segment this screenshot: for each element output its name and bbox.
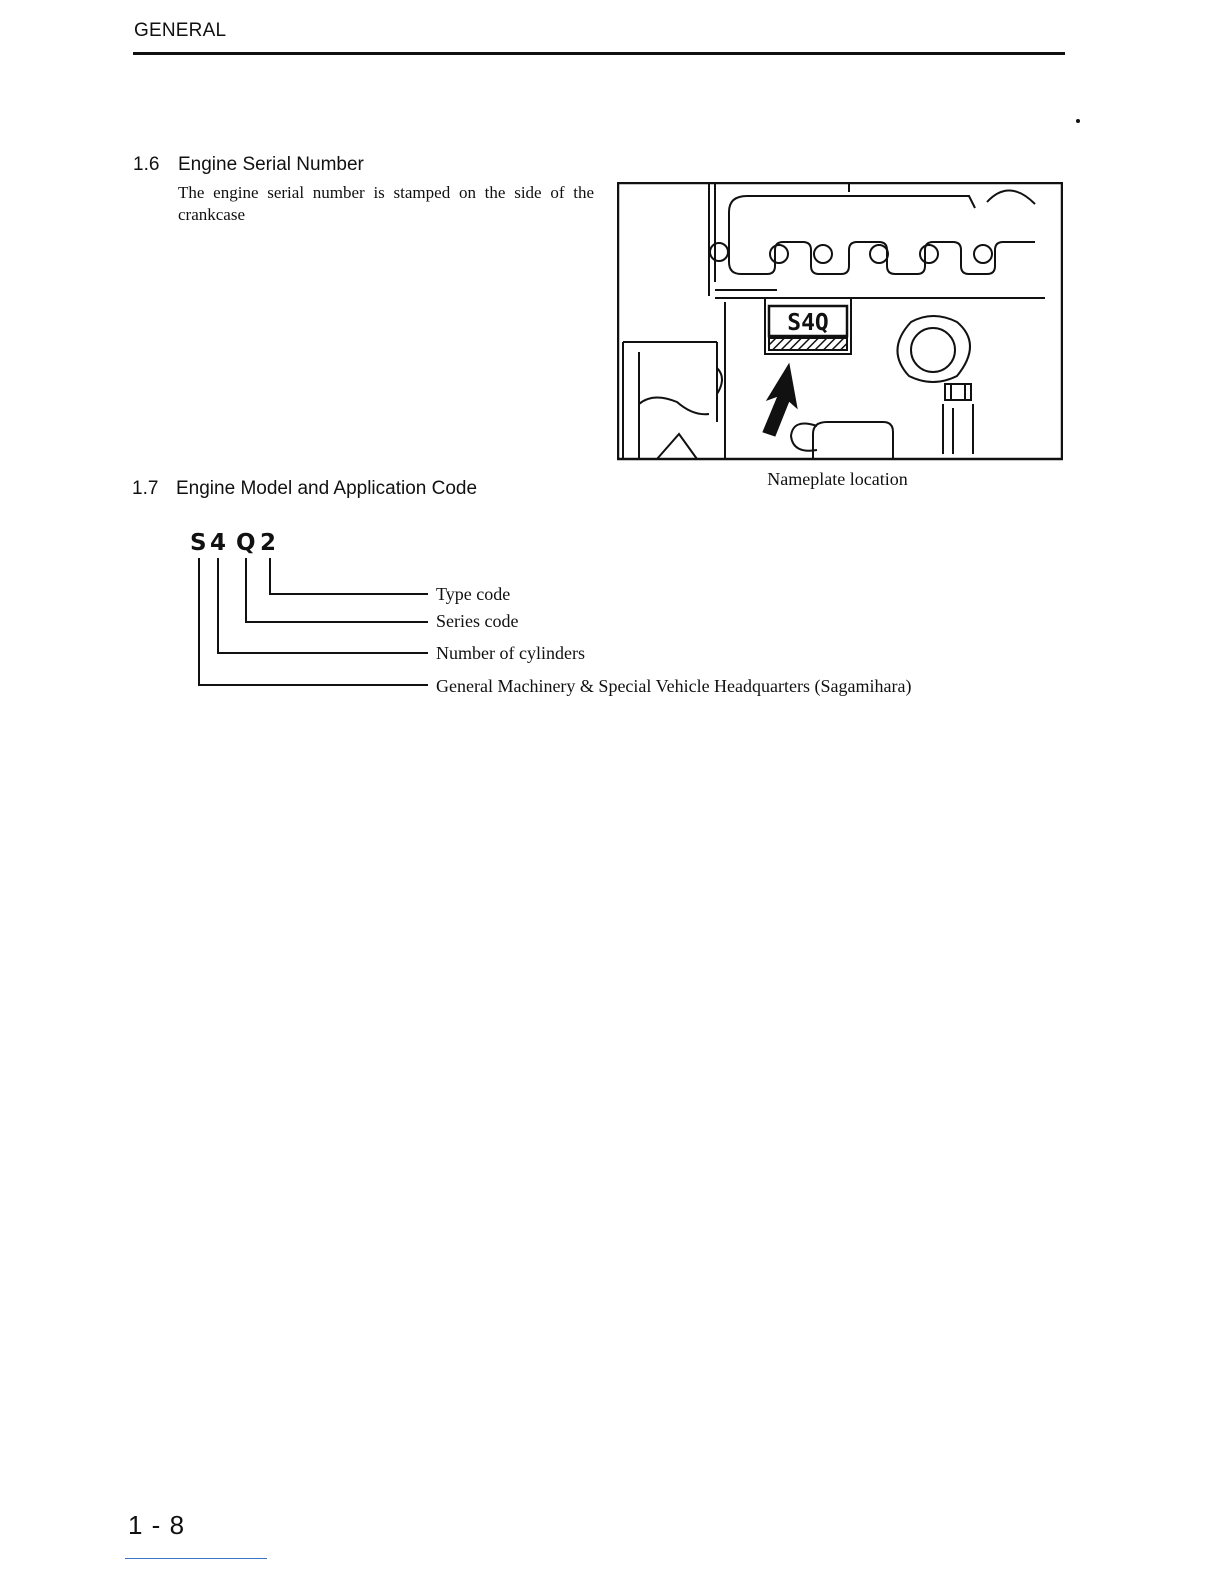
stray-dot xyxy=(1076,119,1080,123)
nameplate-illustration xyxy=(617,182,1063,461)
label-series-code: Series code xyxy=(436,611,519,631)
engine-drawing xyxy=(618,183,1062,459)
header-title: GENERAL xyxy=(134,20,227,41)
section-1-6-body: The engine serial number is stamped on the side of the crankcase xyxy=(178,183,594,224)
plate-text: S4Q xyxy=(787,310,829,336)
label-headquarters: General Machinery & Special Vehicle Headquarters (Sagamihara) xyxy=(436,676,912,696)
model-code-char-s: S xyxy=(190,530,207,556)
section-1-7-title: Engine Model and Application Code xyxy=(176,478,478,499)
section-1-7-number: 1.7 xyxy=(132,478,159,499)
model-code-leader-lines xyxy=(190,556,440,696)
model-code-char-2: 2 xyxy=(260,530,277,556)
label-number-of-cylinders: Number of cylinders xyxy=(436,643,585,663)
footer-rule xyxy=(125,1558,267,1559)
header-rule xyxy=(133,52,1065,55)
figure-caption: Nameplate location xyxy=(767,469,908,489)
page-number: 1 - 8 xyxy=(128,1510,186,1540)
model-code-char-4: 4 xyxy=(210,530,227,556)
leader-cylinders xyxy=(218,558,428,653)
leader-series-code xyxy=(246,558,428,622)
section-1-6-number: 1.6 xyxy=(133,154,160,175)
leader-type-code xyxy=(270,558,428,594)
model-code-char-q: Q xyxy=(236,530,256,556)
arrow-icon xyxy=(763,364,797,436)
label-type-code: Type code xyxy=(436,584,511,604)
section-1-6-title: Engine Serial Number xyxy=(178,154,364,175)
